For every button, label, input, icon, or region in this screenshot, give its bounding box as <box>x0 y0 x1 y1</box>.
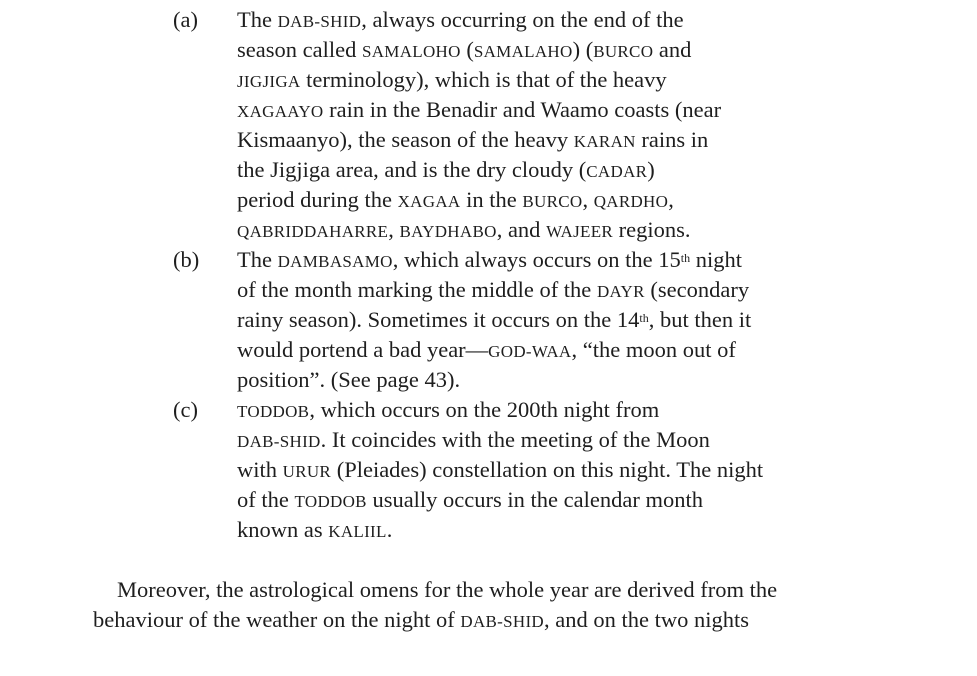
text-run: , always occurring on the end of the <box>361 7 684 32</box>
small-caps-term: QARDHO <box>593 192 669 211</box>
text-run: the Jigjiga area, and is the dry cloudy ( <box>237 157 587 182</box>
ordinal-suffix: th <box>639 311 649 325</box>
item-text-line <box>237 5 684 35</box>
small-caps-term: BURCO <box>593 42 654 61</box>
text-run: night <box>690 247 743 272</box>
item-label: (b) <box>173 247 200 272</box>
small-caps-term: WAJEER <box>546 222 614 241</box>
item-text-line <box>237 155 655 185</box>
item-text-line <box>237 395 659 425</box>
text-run: rain in the Benadir and Waamo coasts (near <box>323 97 722 122</box>
text-run: , <box>388 217 400 242</box>
item-text-line <box>237 425 710 455</box>
text-run: usually occurs in the calendar month <box>366 487 703 512</box>
text-run: (Pleiades) constellation on this night. The night <box>331 457 764 482</box>
item-text-line <box>237 215 691 245</box>
small-caps-term: GOD-WAA <box>488 342 572 361</box>
text-run: (secondary <box>644 277 750 302</box>
text-run: period during the <box>237 187 398 212</box>
text-run: and <box>653 37 692 62</box>
small-caps-term: DAMBASAMO <box>277 252 393 271</box>
item-text-line <box>237 245 742 275</box>
small-caps-term: JIGJIGA <box>237 72 301 91</box>
small-caps-term: DAB-SHID <box>460 612 545 631</box>
text-run: of the month marking the middle of the <box>237 277 597 302</box>
text-run: . It coincides with the meeting of the Moon <box>320 427 710 452</box>
item-text-line <box>237 455 763 485</box>
item-text-line <box>237 515 392 545</box>
text-run: Kismaanyo), the season of the heavy <box>237 127 574 152</box>
text-run: The <box>237 7 278 32</box>
text-run: ) <box>647 157 655 182</box>
item-text-line <box>237 305 751 335</box>
small-caps-term: BURCO <box>522 192 583 211</box>
small-caps-term: CADAR <box>586 162 648 181</box>
text-run: known as <box>237 517 329 542</box>
text-run: , and <box>496 217 547 242</box>
item-text-line <box>237 125 708 155</box>
text-run: , which occurs on the 200th night from <box>309 397 660 422</box>
text-run: Moreover, the astrological omens for the whole year are derived from the <box>117 577 778 602</box>
text-run: . <box>386 517 393 542</box>
text-run: regions. <box>613 217 691 242</box>
paragraph-line <box>93 605 749 635</box>
text-run: ) ( <box>572 37 594 62</box>
small-caps-term: QABRIDDAHARRE <box>237 222 389 241</box>
text-run: ( <box>460 37 474 62</box>
small-caps-term: URUR <box>282 462 332 481</box>
small-caps-term: KALIIL <box>328 522 387 541</box>
text-run: would portend a bad year— <box>237 337 489 362</box>
ordinal-suffix: th <box>680 251 691 265</box>
small-caps-term: DAB-SHID <box>277 12 362 31</box>
item-text-line <box>237 35 691 65</box>
paragraph-line <box>117 575 777 605</box>
text-run: behaviour of the weather on the night of <box>93 607 461 632</box>
text-run: , and on the two nights <box>544 607 749 632</box>
item-text-line <box>237 65 667 95</box>
text-run: , which always occurs on the 15 <box>392 247 681 272</box>
item-text-line <box>237 365 460 395</box>
small-caps-term: TODDOB <box>294 492 367 511</box>
text-run: , <box>582 187 594 212</box>
item-label: (c) <box>173 397 198 422</box>
text-run: rains in <box>635 127 709 152</box>
text-run: terminology), which is that of the heavy <box>300 67 667 92</box>
item-label: (a) <box>173 7 198 32</box>
item-text-line <box>237 485 703 515</box>
text-run: , but then it <box>648 307 752 332</box>
item-text-line <box>237 185 674 215</box>
text-run: , “the moon out of <box>571 337 736 362</box>
text-run: with <box>237 457 283 482</box>
item-text-line <box>237 275 749 305</box>
item-text-line <box>237 335 736 365</box>
text-run: position”. (See page 43). <box>237 367 461 392</box>
small-caps-term: XAGAA <box>397 192 461 211</box>
small-caps-term: KARAN <box>573 132 636 151</box>
text-run: in the <box>460 187 523 212</box>
text-run: rainy season). Sometimes it occurs on the 14 <box>237 307 640 332</box>
text-run: of the <box>237 487 295 512</box>
small-caps-term: DAB-SHID <box>237 432 321 451</box>
small-caps-term: SAMALOHO <box>361 42 461 61</box>
small-caps-term: XAGAAYO <box>237 102 324 121</box>
small-caps-term: DAYR <box>596 282 645 301</box>
text-run: season called <box>237 37 362 62</box>
text-run: , <box>668 187 674 212</box>
small-caps-term: SAMALAHO <box>473 42 573 61</box>
small-caps-term: TODDOB <box>237 402 310 421</box>
small-caps-term: BAYDHABO <box>399 222 497 241</box>
item-text-line <box>237 95 721 125</box>
text-run: The <box>237 247 278 272</box>
